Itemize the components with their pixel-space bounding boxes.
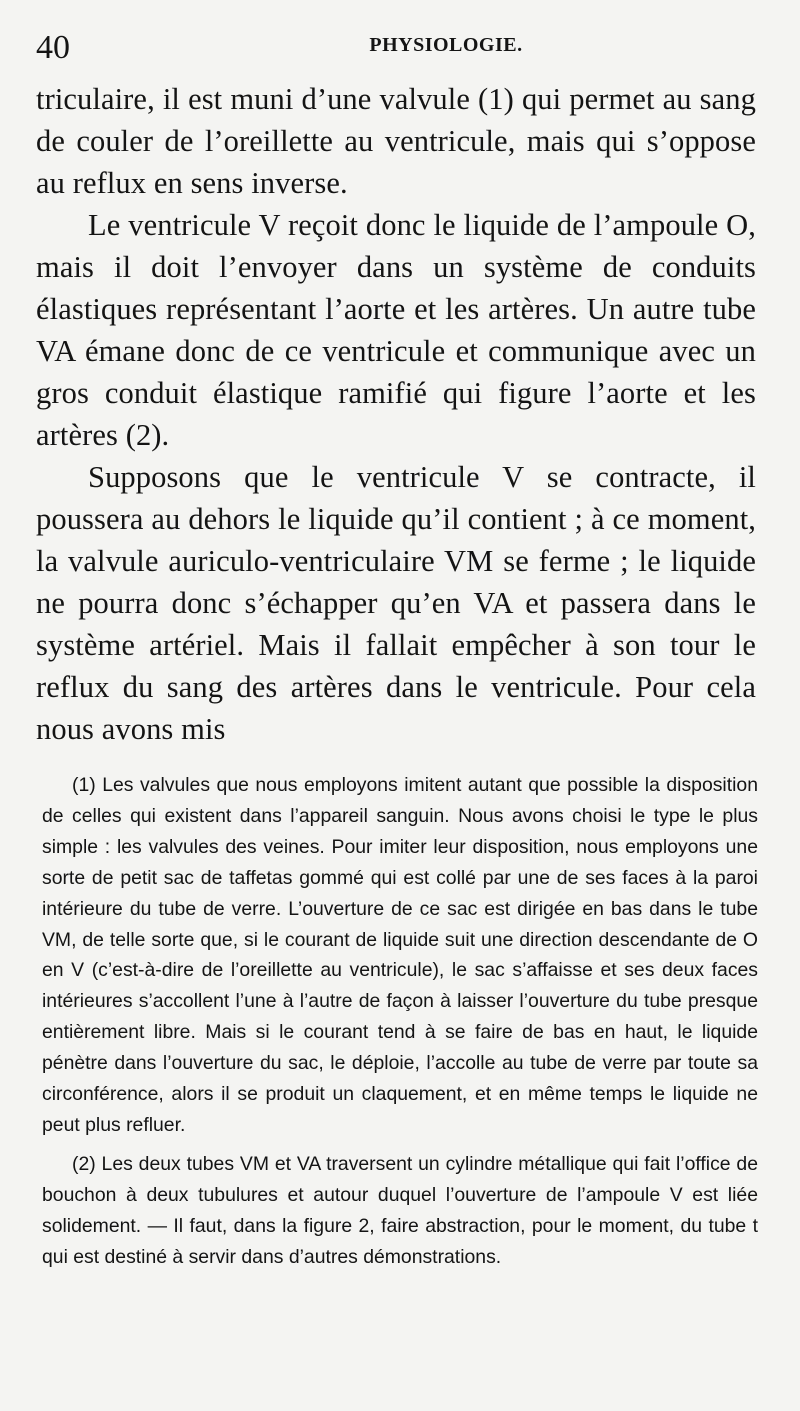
page-header: [36, 28, 756, 72]
footnote-1: (1) Les valvules que nous employons imitent autant que possible la disposition de celles qui existent dans l’appareil sanguin. Nous avons choisi le type le plus simple : les valvules des veines. Pour imiter leur disposition, nous employons une sorte de petit sac de taffetas gommé qui est collé par une de ses faces à la paroi intérieure du tube de verre. L’ouverture de ce sac est dirigée en bas dans le tube VM, de telle sorte que, si le courant de liquide suit une direction descendante de O en V (c’est-à-dire de l’oreillette au ventricule), le sac s’affaisse et ses deux faces intérieures s’accollent l’une à l’autre de façon à laisser l’ouverture du tube presque entièrement libre. Mais si le courant tend à se faire de bas en haut, le liquide pénètre dans l’ouverture du sac, le déploie, l’accolle au tube de verre par toute sa circonférence, alors il se produit un claquement, et en même temps le liquide ne peut plus refluer.: [42, 774, 758, 1136]
page-number: 40: [36, 29, 70, 66]
footnote-2: (2) Les deux tubes VM et VA traversent un cylindre métallique qui fait l’office de bouchon à deux tubulures et autour duquel l’ouverture de l’ampoule V est liée solidement. — Il faut, dans la figure 2, faire abstraction, pour le moment, du tube t qui est destiné à servir dans d’autres démonstrations.: [42, 1152, 758, 1268]
paragraph: Le ventricule V reçoit donc le liquide de l’ampoule O, mais il doit l’envoyer dans un système de conduits élastiques représentant l’aorte et les artères. Un autre tube VA émane donc de ce ventricule et communique avec un gros conduit élastique ramifié qui figure l’aorte et les artères (2).: [36, 208, 756, 452]
main-text: [36, 78, 756, 750]
running-head: PHYSIOLOGIE.: [369, 34, 523, 56]
paragraph-continuation: triculaire, il est muni d’une valvule (1) qui permet au sang de couler de l’oreillette au ventricule, mais qui s’oppose au reflux en sens inverse.: [36, 82, 756, 200]
footnotes: [42, 770, 758, 1281]
paragraph: Supposons que le ventricule V se contracte, il poussera au dehors le liquide qu’il contient ; à ce moment, la valvule auriculo-ventriculaire VM se ferme ; le liquide ne pourra donc s’échapper qu’en VA et passera dans le système artériel. Mais il fallait empêcher à son tour le reflux du sang des artères dans le ventricule. Pour cela nous avons mis: [36, 460, 756, 746]
